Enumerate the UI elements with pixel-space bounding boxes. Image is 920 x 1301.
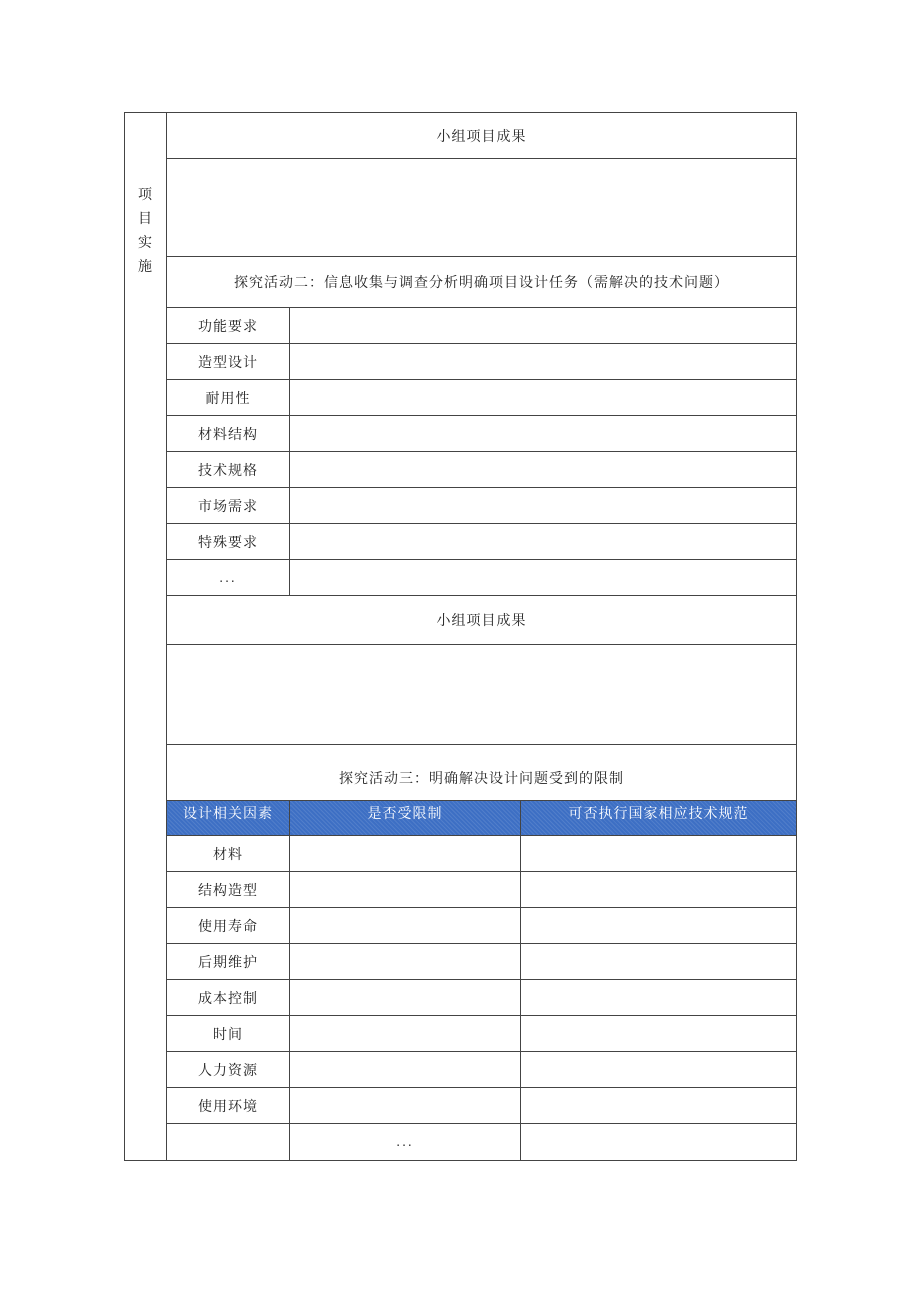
activity3-restricted-cell[interactable] (290, 836, 521, 872)
activity3-restricted-cell[interactable] (290, 980, 521, 1016)
activity3-standard-cell[interactable] (521, 944, 797, 980)
activity2-row-value[interactable] (290, 380, 797, 416)
header-national-standard: 可否执行国家相应技术规范 (521, 801, 797, 836)
activity2-row-label: 特殊要求 (167, 524, 290, 560)
activity3-standard-cell[interactable] (521, 872, 797, 908)
table-row (125, 944, 797, 980)
activity2-row-label: 耐用性 (167, 380, 290, 416)
activity3-row-label: 材料 (167, 836, 290, 872)
activity3-standard-cell[interactable] (521, 1052, 797, 1088)
activity3-row-label: 使用环境 (167, 1088, 290, 1124)
activity2-row-value[interactable] (290, 452, 797, 488)
activity2-row-value[interactable] (290, 524, 797, 560)
side-label-char: 目 (138, 211, 153, 227)
table-row (125, 344, 797, 380)
header-design-factor: 设计相关因素 (167, 801, 290, 836)
activity3-title: 探究活动三：明确解决设计问题受到的限制 (167, 745, 797, 801)
activity3-restricted-cell[interactable] (290, 944, 521, 980)
activity3-restricted-cell[interactable] (290, 1016, 521, 1052)
activity3-restricted-cell[interactable] (290, 1052, 521, 1088)
activity2-title-row (125, 257, 797, 308)
side-label-cell (125, 113, 167, 1161)
table-row (125, 1052, 797, 1088)
table-row (125, 980, 797, 1016)
table-row (125, 524, 797, 560)
activity3-row-label: 人力资源 (167, 1052, 290, 1088)
activity3-standard-cell[interactable] (521, 1016, 797, 1052)
activity2-row-label: 功能要求 (167, 308, 290, 344)
table-row (125, 488, 797, 524)
activity2-row-label: ... (167, 560, 290, 596)
activity3-standard-cell[interactable] (521, 980, 797, 1016)
table-row (125, 308, 797, 344)
activity2-row-label: 市场需求 (167, 488, 290, 524)
side-label-char: 施 (138, 259, 153, 275)
table-row (125, 1088, 797, 1124)
activity3-row-label: 后期维护 (167, 944, 290, 980)
section1-content-area[interactable] (167, 159, 797, 257)
activity3-standard-cell[interactable] (521, 836, 797, 872)
activity2-row-label: 材料结构 (167, 416, 290, 452)
section2-title-row (125, 596, 797, 645)
activity3-row-label: 使用寿命 (167, 908, 290, 944)
activity3-restricted-cell[interactable] (290, 1088, 521, 1124)
activity2-row-label: 造型设计 (167, 344, 290, 380)
table-row (125, 836, 797, 872)
section2-content-area[interactable] (167, 645, 797, 745)
section1-title: 小组项目成果 (167, 113, 797, 159)
activity3-header-row (125, 801, 797, 836)
activity3-restricted-cell[interactable] (521, 1124, 797, 1161)
section1-title-row (125, 113, 797, 159)
activity3-restricted-cell[interactable] (290, 908, 521, 944)
activity3-standard-cell[interactable] (521, 908, 797, 944)
side-label-char: 实 (138, 235, 153, 251)
activity2-row-value[interactable] (290, 488, 797, 524)
table-row (125, 908, 797, 944)
project-implementation-table (124, 112, 797, 1161)
activity3-standard-cell[interactable] (521, 1088, 797, 1124)
table-row (125, 452, 797, 488)
activity3-title-row (125, 745, 797, 801)
table-row (125, 560, 797, 596)
activity2-row-value[interactable] (290, 416, 797, 452)
activity3-restricted-cell[interactable] (290, 872, 521, 908)
section2-content-row (125, 645, 797, 745)
activity2-row-value[interactable] (290, 560, 797, 596)
activity3-row-label: 结构造型 (167, 872, 290, 908)
activity3-row-label: 时间 (167, 1016, 290, 1052)
table-row (125, 1124, 797, 1161)
side-label-char: 项 (138, 187, 153, 203)
activity2-row-value[interactable] (290, 344, 797, 380)
table-row (125, 1016, 797, 1052)
section2-title: 小组项目成果 (167, 596, 797, 645)
activity2-row-label: 技术规格 (167, 452, 290, 488)
activity3-row-label: 成本控制 (167, 980, 290, 1016)
section1-content-row (125, 159, 797, 257)
activity2-row-value[interactable] (290, 308, 797, 344)
table-row (125, 416, 797, 452)
left-empty-cell (167, 1124, 290, 1161)
table-row (125, 872, 797, 908)
activity2-title: 探究活动二：信息收集与调查分析明确项目设计任务（需解决的技术问题） (167, 257, 797, 308)
table-row (125, 380, 797, 416)
header-restricted: 是否受限制 (290, 801, 521, 836)
activity3-row-label: ... (290, 1124, 521, 1161)
